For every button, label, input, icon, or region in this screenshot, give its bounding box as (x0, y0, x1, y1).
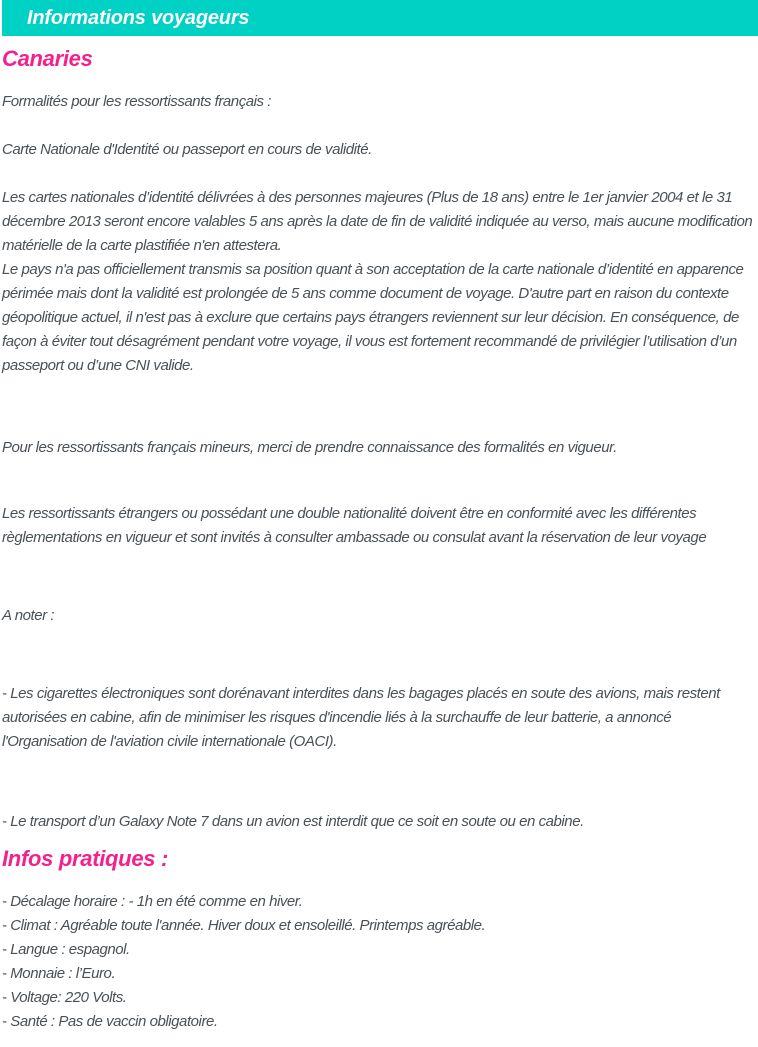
app-header-bar (2, 0, 758, 36)
info-item-monnaie: - Monnaie : l’Euro. (2, 965, 116, 982)
info-item-langue: - Langue : espagnol. (2, 941, 130, 958)
paragraph-galaxy-note7: - Le transport d’un Galaxy Note 7 dans un avion est interdit que ce soit en soute ou en cabine. (2, 813, 584, 830)
document-body (0, 46, 758, 1034)
destination-heading: Canaries (2, 46, 93, 71)
paragraph-a-noter: A noter : (2, 607, 55, 624)
paragraph-etrangers: Les ressortissants étrangers ou possédant une double nationalité doivent être en conformité avec les différentes règlementations en vigueur et sont invités à consulter ambassade ou consulat avant la réservation de leur voyage (2, 505, 707, 546)
paragraph-formalites: Formalités pour les ressortissants français : (2, 93, 272, 110)
infos-pratiques-heading: Infos pratiques : (2, 846, 169, 871)
page-title: Informations voyageurs (27, 6, 250, 29)
paragraph-carte-identite: Carte Nationale d'Identité ou passeport en cours de validité. (2, 141, 372, 158)
paragraph-position-pays: Le pays n'a pas officiellement transmis sa position quant à son acceptation de la carte nationale d’identité en apparence périmée mais dont la validité est prolongée de 5 ans comme document de voyage. D'autre part en raison du contexte géopolitique actuel, il n'est pas à exclure que certains pays étrangers reviennent sur leur décision. En conséquence, de façon à éviter tout désagrément pendant votre voyage, il vous est fortement recommandé de privilégier l’utilisation d’un passeport ou d’une CNI valide. (2, 261, 744, 374)
paragraph-mineurs: Pour les ressortissants français mineurs, merci de prendre connaissance des formalités en vigueur. (2, 439, 617, 456)
info-item-climat: - Climat : Agréable toute l'année. Hiver doux et ensoleillé. Printemps agréable. (2, 917, 486, 934)
info-item-decalage-horaire: - Décalage horaire : - 1h en été comme en hiver. (2, 893, 303, 910)
info-item-sante: - Santé : Pas de vaccin obligatoire. (2, 1013, 218, 1030)
infos-pratiques-list (2, 890, 756, 1034)
paragraph-cartes-majeures: Les cartes nationales d’identité délivrées à des personnes majeures (Plus de 18 ans) entre le 1er janvier 2004 et le 31 décembre 2013 seront encore valables 5 ans après la date de fin de validité indiquée au verso, mais aucune modification matérielle de la carte plastifiée n'en attestera. (2, 189, 753, 254)
paragraph-cigarettes-electroniques: - Les cigarettes électroniques sont dorénavant interdites dans les bagages placés en soute des avions, mais restent autorisées en cabine, afin de minimiser les risques d'incendie liés à la surchauffe de leur batterie, a annoncé l'Organisation de l'aviation civile internationale (OACI). (2, 685, 720, 750)
info-item-voltage: - Voltage: 220 Volts. (2, 989, 127, 1006)
